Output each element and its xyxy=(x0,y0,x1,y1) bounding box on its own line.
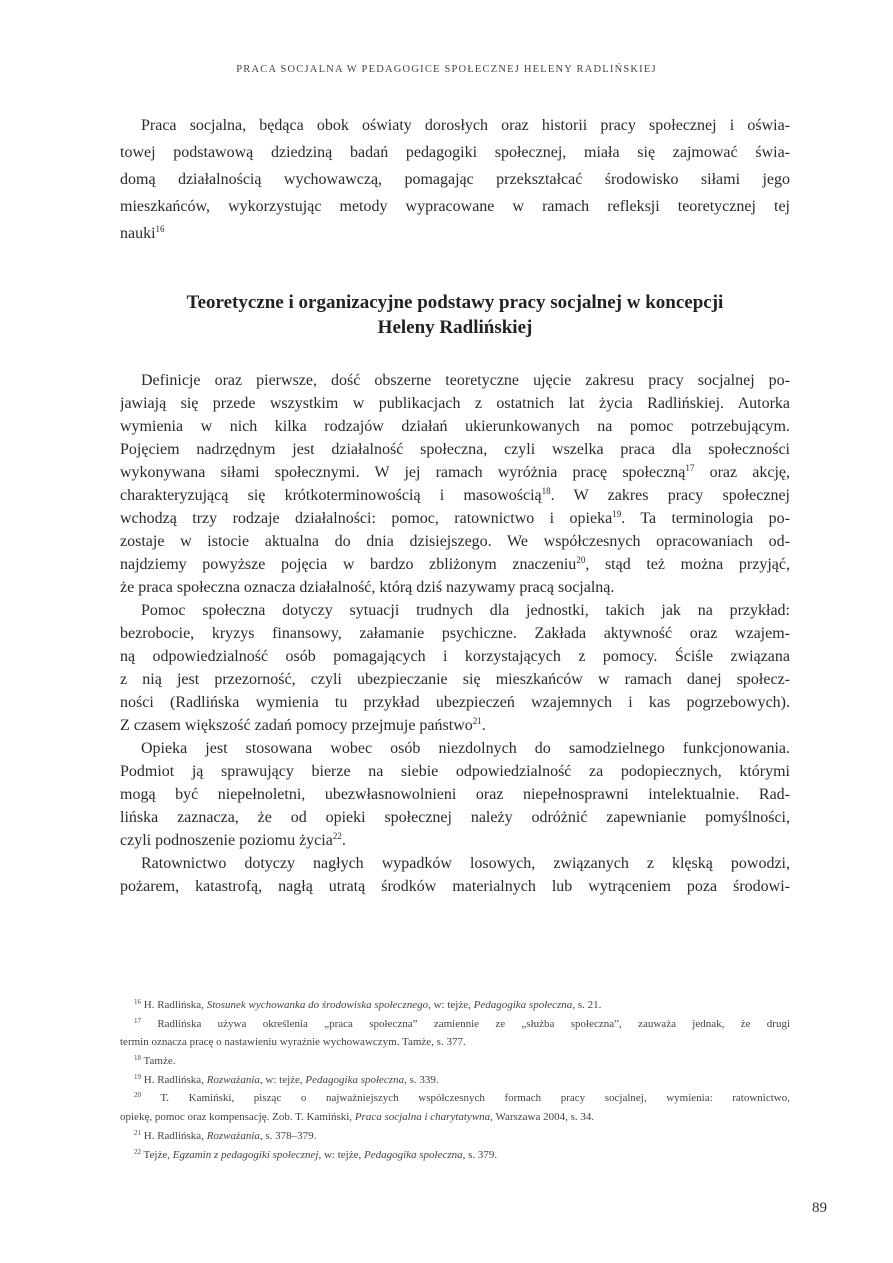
text-line xyxy=(120,220,790,247)
footnote-line xyxy=(120,1146,790,1165)
footnote-line xyxy=(120,1033,790,1052)
text-run: , Warszawa 2004, s. 34. xyxy=(490,1111,595,1124)
footnote-ref: 16 xyxy=(134,998,141,1006)
italic-title: Egzamin z pedagogiki społecznej xyxy=(172,1148,319,1161)
text-line xyxy=(120,461,790,484)
text-run: , w: tejże, xyxy=(428,999,474,1011)
footnote-ref: 17 xyxy=(685,463,695,473)
text-run: mogą być niepełnoletni, ubezwłasnowolnieni oraz niepełnosprawni intelektualnie. Rad- xyxy=(120,786,790,803)
section-heading xyxy=(120,290,790,340)
text-run: . W zakres pracy społecznej xyxy=(550,487,790,504)
text-run: , s. 21. xyxy=(572,999,602,1011)
text-run: H. Radlińska, xyxy=(141,999,207,1011)
text-run: Radlińska używa określenia „praca społeczna” zamiennie ze „służba społeczna”, zauważa jednak, że drugi xyxy=(141,1017,790,1030)
text-run: H. Radlińska, xyxy=(141,1073,207,1086)
italic-title: Pedagogika społeczna xyxy=(363,1148,463,1161)
text-run: Pojęciem nadrzędnym jest działalność społeczna, czyli wszelka praca dla społeczności xyxy=(120,441,790,458)
section-heading-line-2: Heleny Radlińskiej xyxy=(377,317,533,338)
footnote-line xyxy=(120,996,790,1015)
text-line xyxy=(120,507,790,530)
text-run: wymienia w nich kilka rodzajów działań ukierunkowanych na pomoc potrzebującym. xyxy=(120,418,790,435)
text-line xyxy=(120,737,790,760)
text-run: Z czasem większość zadań pomocy przejmuje państwo xyxy=(120,717,473,734)
text-run: Pomoc społeczna dotyczy sytuacji trudnych dla jednostki, takich jak na przykład: xyxy=(141,602,790,619)
footnote-line xyxy=(120,1127,790,1146)
text-run: Ratownictwo dotyczy nagłych wypadków losowych, związanych z klęską powodzi, xyxy=(141,855,790,872)
footnote-line xyxy=(120,1089,790,1108)
text-run: opiekę, pomoc oraz kompensację. Zob. T. Kamiński, xyxy=(120,1111,355,1124)
italic-title: Pedagogika społeczna xyxy=(305,1073,405,1086)
text-line xyxy=(120,530,790,553)
italic-title: Pedagogika społeczna xyxy=(473,999,573,1011)
text-run: domą działalnością wychowawczą, pomagając przekształcać środowisko siłami jego xyxy=(120,171,790,188)
footnote-ref: 20 xyxy=(134,1091,141,1100)
text-run: Tejże, xyxy=(141,1148,173,1161)
footnote-ref: 21 xyxy=(472,716,482,726)
footnote-line xyxy=(120,1015,790,1034)
text-line xyxy=(120,622,790,645)
text-run: wchodzą trzy rodzaje działalności: pomoc, ratownictwo i opieka xyxy=(120,510,613,527)
text-line xyxy=(120,193,790,220)
text-line xyxy=(120,484,790,507)
text-line xyxy=(120,553,790,576)
text-line xyxy=(120,392,790,415)
text-run: termin oznacza pracę o nastawieniu wyraźnie wychowawczym. Tamże, s. 377. xyxy=(120,1036,466,1049)
text-run: że praca społeczna oznacza działalność, którą dziś nazywamy pracą socjalną. xyxy=(120,579,615,596)
text-line xyxy=(120,714,790,737)
text-run: czyli podnoszenie poziomu życia xyxy=(120,832,333,849)
text-line xyxy=(120,760,790,783)
body-text xyxy=(120,369,790,898)
text-run: z nią jest przezorność, czyli ubezpieczanie się mieszkańców w ramach danej społecz- xyxy=(120,671,790,688)
text-line xyxy=(120,166,790,193)
text-line xyxy=(120,829,790,852)
page-number: 89 xyxy=(812,1200,827,1216)
text-line xyxy=(120,112,790,139)
intro-paragraph xyxy=(120,112,790,247)
text-run: Definicje oraz pierwsze, dość obszerne teoretyczne ujęcie zakresu pracy socjalnej po- xyxy=(141,372,790,389)
footnote-ref: 22 xyxy=(332,831,342,841)
text-run: Opieka jest stosowana wobec osób niezdolnych do samodzielnego funkcjonowania. xyxy=(141,740,790,757)
text-line xyxy=(120,691,790,714)
footnote-ref: 19 xyxy=(134,1072,141,1081)
text-line xyxy=(120,576,790,599)
italic-title: Rozważania xyxy=(206,1073,260,1086)
text-run: najdziemy powyższe pojęcia w bardzo zbliżonym znaczeniu xyxy=(120,556,577,573)
text-run: Praca socjalna, będąca obok oświaty dorosłych oraz historii pracy społecznej i oświa- xyxy=(141,117,790,134)
footnote-ref: 18 xyxy=(134,1054,141,1063)
text-run: Tamże. xyxy=(141,1055,176,1068)
text-line xyxy=(120,806,790,829)
footnote-line xyxy=(120,1052,790,1071)
text-run: zostaje w istocie aktualna do dnia dzisiejszego. We współczesnych opracowaniach od- xyxy=(120,533,790,550)
footnote-ref: 17 xyxy=(134,1016,141,1025)
italic-title: Praca socjalna i charytatywna xyxy=(354,1111,491,1124)
text-run: ną odpowiedzialność osób pomagających i korzystających z pomocy. Ściśle związana xyxy=(120,648,790,665)
text-line xyxy=(120,783,790,806)
footnote-ref: 18 xyxy=(541,486,551,496)
text-run: bezrobocie, kryzys finansowy, załamanie psychiczne. Zakłada aktywność oraz wzajem- xyxy=(120,625,790,642)
footnote-line xyxy=(120,1108,790,1127)
text-run: , w: tejże, xyxy=(318,1148,364,1161)
running-head: PRACA SOCJALNA W PEDAGOGICE SPOŁECZNEJ HELENY RADLIŃSKIEJ xyxy=(236,64,657,75)
text-run: , s. 339. xyxy=(404,1073,439,1086)
text-run: , stąd też można przyjąć, xyxy=(585,556,790,573)
text-run: jawiają się przede wszystkim w publikacjach z ostatnich lat życia Radlińskiej. Autorka xyxy=(120,395,790,412)
footnote-ref: 22 xyxy=(134,1147,141,1156)
text-run: , w: tejże, xyxy=(259,1073,306,1086)
text-line xyxy=(120,369,790,392)
footnotes xyxy=(120,996,790,1164)
text-line xyxy=(120,415,790,438)
text-run: oraz akcję, xyxy=(694,464,790,481)
text-run: . xyxy=(481,717,486,734)
text-run: wykonywana siłami społecznymi. W jej ramach wyróżnia pracę społeczną xyxy=(120,464,686,481)
text-line xyxy=(120,852,790,875)
text-run: , s. 378–379. xyxy=(259,1129,317,1142)
section-heading-line-1: Teoretyczne i organizacyjne podstawy pracy socjalnej w koncepcji xyxy=(186,292,724,313)
italic-title: Rozważania xyxy=(206,1129,260,1142)
text-line xyxy=(120,875,790,898)
text-line xyxy=(120,599,790,622)
footnote-ref: 20 xyxy=(576,555,586,565)
footnote-line xyxy=(120,1071,790,1090)
text-run: towej podstawową dziedziną badań pedagogiki społecznej, miała się zajmować świa- xyxy=(120,144,790,161)
text-line xyxy=(120,438,790,461)
text-run: H. Radlińska, xyxy=(141,1129,207,1142)
text-run: nauki xyxy=(120,225,156,242)
italic-title: Stosunek wychowanka do środowiska społecznego xyxy=(206,999,429,1011)
text-run: . xyxy=(341,832,346,849)
footnote-ref: 21 xyxy=(134,1128,141,1137)
text-run: , s. 379. xyxy=(462,1148,498,1161)
text-run: lińska zaznacza, że od opieki społecznej należy odróżnić zapewnianie pomyślności, xyxy=(120,809,790,826)
text-run: Podmiot ją sprawujący bierze na siebie odpowiedzialność za podopiecznych, którymi xyxy=(120,763,790,780)
text-run: ności (Radlińska wymienia tu przykład ubezpieczeń wzajemnych i kas pogrzebowych). xyxy=(120,694,790,711)
text-run: charakteryzującą się krótkoterminowością i masowością xyxy=(120,487,542,504)
text-run: T. Kamiński, pisząc o najważniejszych współczesnych formach pracy socjalnej, wymienia: ratownictwo, xyxy=(141,1092,790,1105)
text-run: mieszkańców, wykorzystując metody wypracowane w ramach refleksji teoretycznej tej xyxy=(120,198,790,215)
footnote-ref: 16 xyxy=(155,224,165,234)
text-run: . Ta terminologia po- xyxy=(621,510,790,527)
text-line xyxy=(120,645,790,668)
footnote-ref: 19 xyxy=(612,509,622,519)
text-line xyxy=(120,139,790,166)
text-line xyxy=(120,668,790,691)
text-run: pożarem, katastrofą, nagłą utratą środków materialnych lub wytrąceniem poza środowi- xyxy=(120,878,790,895)
